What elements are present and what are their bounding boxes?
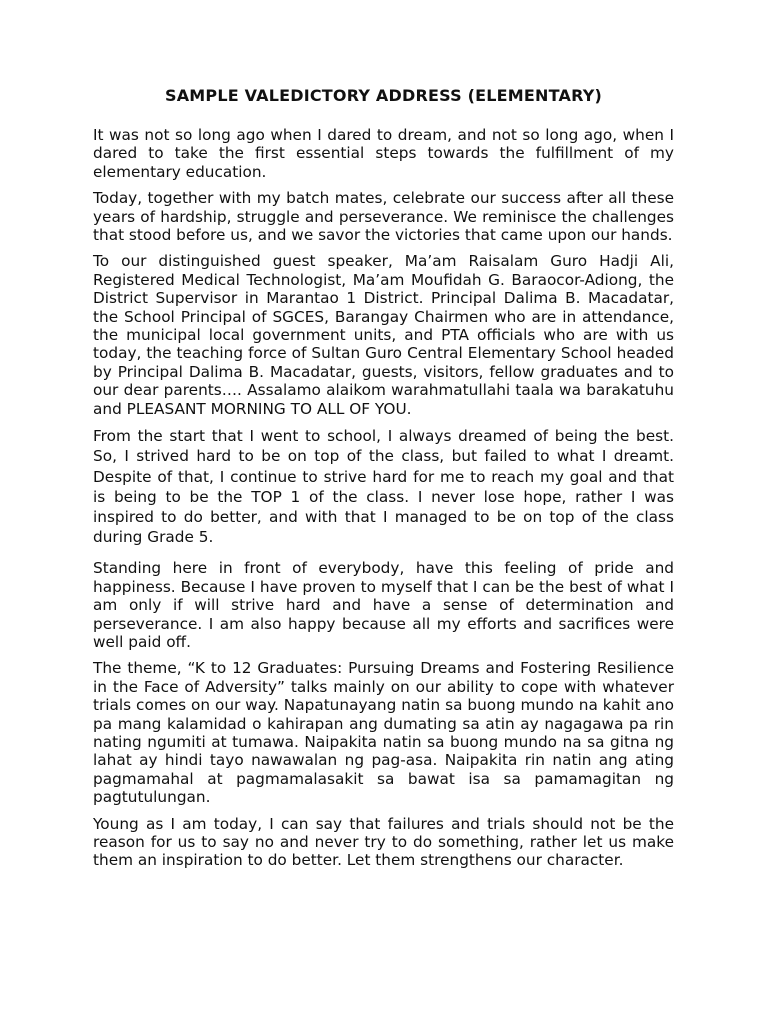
paragraph-pride: Standing here in front of everybody, have this feeling of pride and happiness. Because I have proven to myself that I can be the best of what I am only if will strive hard and have a sense of determination and perseverance. I am also happy because all my efforts and sacrifices were well paid off. <box>93 559 674 651</box>
paragraph-closing: Young as I am today, I can say that failures and trials should not be the reason for us to say no and never try to do something, rather let us make them an inspiration to do better. Let them strengthens our character. <box>93 814 674 870</box>
paragraph-theme: The theme, “K to 12 Graduates: Pursuing Dreams and Fostering Resilience in the Face of Adversity” talks mainly on our ability to cope with whatever trials comes on our way. Napatunayang natin sa buong mundo na kahit ano pa mang kalamidad o kahirapan ang dumating sa atin ay nagagawa pa rin nating ngumiti at tumawa. Naipakita natin sa buong mundo na sa gitna ng lahat ay hindi tayo nawawalan ng pag-asa. Naipakita rin natin ang ating pagmamahal at pagmamalasakit sa bawat isa sa pamamagitan ng pagtutulungan. <box>93 659 674 807</box>
paragraph-opening: It was not so long ago when I dared to dream, and not so long ago, when I dared to take the first essential steps towards the fulfillment of my elementary education. <box>93 126 674 181</box>
paragraph-dreams: From the start that I went to school, I always dreamed of being the best. So, I strived hard to be on top of the class, but failed to what I dreamt. Despite of that, I continue to strive hard for me to reach my goal and that is being to be the TOP 1 of the class. I never lose hope, rather I was inspired to do better, and with that I managed to be on top of the class during Grade 5. <box>93 427 674 547</box>
paragraph-greetings: To our distinguished guest speaker, Ma’am Raisalam Guro Hadji Ali, Registered Medical Technologist, Ma’am Moufidah G. Baraocor-Adiong, the District Supervisor in Marantao 1 District. Principal Dalima B. Macadatar, the School Principal of SGCES, Barangay Chairmen who are in attendance, the municipal local government units, and PTA officials who are with us today, the teaching force of Sultan Guro Central Elementary School headed by Principal Dalima B. Macadatar, guests, visitors, fellow graduates and to our dear parents…. Assalamo alaikom warahmatullahi taala wa barakatuhu and PLEASANT MORNING TO ALL OF YOU. <box>93 252 674 418</box>
paragraph-celebration: Today, together with my batch mates, celebrate our success after all these years of hardship, struggle and perseverance. We reminisce the challenges that stood before us, and we savor the victories that came upon our hands. <box>93 189 674 245</box>
document-page <box>93 86 674 878</box>
document-title: SAMPLE VALEDICTORY ADDRESS (ELEMENTARY) <box>164 86 603 105</box>
